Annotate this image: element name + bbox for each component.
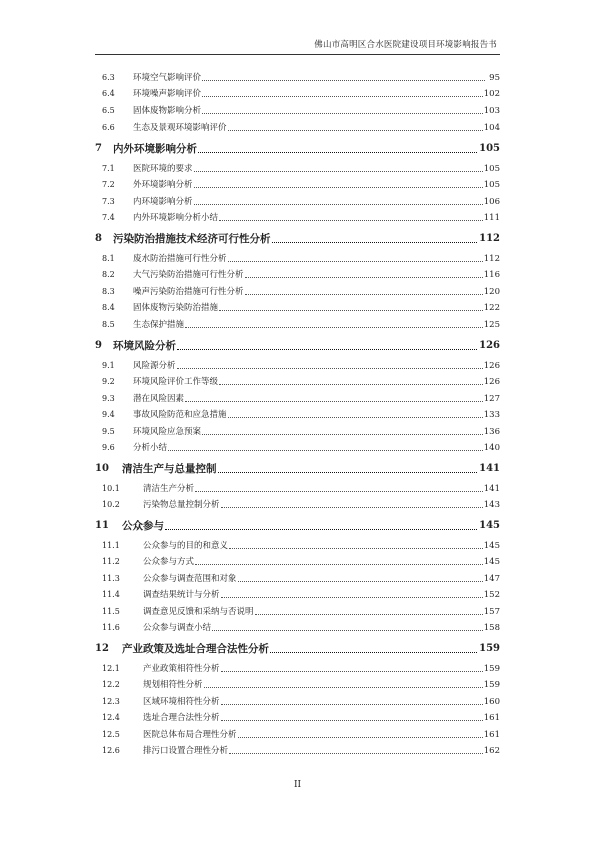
toc-entry-page: 136 [483, 424, 500, 440]
toc-entry-page: 120 [483, 284, 500, 300]
toc-entry-title: 产业政策及选址合理合法性分析 [122, 640, 270, 658]
toc-entry-number: 7.3 [102, 197, 115, 206]
toc-chapter-entry[interactable] [0, 337, 595, 353]
toc-entry-number: 12 [95, 643, 109, 654]
toc-leader-dots [194, 204, 485, 205]
toc-leader-dots [238, 581, 485, 582]
toc-entry-number: 12.5 [102, 730, 120, 739]
toc-entry-title: 内外环境影响分析小结 [133, 210, 219, 226]
toc-entry-title: 环境风险应急预案 [133, 424, 202, 440]
toc-entry-title: 大气污染防治措施可行性分析 [133, 267, 245, 283]
toc-entry-title: 规划相符性分析 [143, 677, 204, 693]
toc-section-entry[interactable] [0, 194, 595, 210]
toc-section-entry[interactable] [0, 571, 595, 587]
toc-entry-title: 区域环境相符性分析 [143, 694, 221, 710]
toc-entry-page: 140 [483, 440, 500, 456]
toc-entry-title: 事故风险防范和应急措施 [133, 407, 228, 423]
toc-entry-page: 145 [483, 554, 500, 570]
toc-entry-page: 105 [483, 161, 500, 177]
toc-entry-title: 调查意见反馈和采纳与否说明 [143, 604, 255, 620]
toc-entry-title: 选址合理合法性分析 [143, 710, 221, 726]
toc-entry-number: 11 [95, 520, 109, 531]
toc-leader-dots [221, 507, 485, 508]
toc-entry-number: 12.1 [102, 664, 120, 673]
toc-entry-page: 157 [483, 604, 500, 620]
toc-entry-page: 159 [483, 677, 500, 693]
toc-entry-page: 104 [483, 120, 500, 136]
toc-entry-number: 11.1 [102, 541, 120, 550]
toc-leader-dots [194, 171, 485, 172]
toc-section-entry[interactable] [0, 497, 595, 513]
toc-chapter-entry[interactable] [0, 640, 595, 656]
toc-leader-dots [229, 548, 485, 549]
toc-entry-number: 7.1 [102, 164, 115, 173]
toc-leader-dots [185, 401, 485, 402]
toc-entry-page: 152 [483, 587, 500, 603]
toc-leader-dots [204, 687, 485, 688]
toc-leader-dots [194, 187, 485, 188]
toc-entry-number: 11.2 [102, 557, 120, 566]
toc-leader-dots [219, 220, 485, 221]
toc-entry-title: 外环境影响分析 [133, 177, 194, 193]
toc-entry-number: 11.4 [102, 590, 120, 599]
toc-entry-page: 145 [478, 517, 500, 535]
toc-entry-page: 159 [478, 640, 500, 658]
toc-entry-page: 106 [483, 194, 500, 210]
toc-section-entry[interactable] [0, 587, 595, 603]
toc-entry-title: 产业政策相符性分析 [143, 661, 221, 677]
toc-entry-number: 10 [95, 463, 109, 474]
toc-entry-number: 9.2 [102, 377, 115, 386]
toc-entry-number: 6.4 [102, 89, 115, 98]
toc-entry-title: 潜在风险因素 [133, 391, 185, 407]
toc-entry-number: 10.2 [102, 500, 120, 509]
toc-entry-title: 固体废物污染防治措施 [133, 300, 219, 316]
toc-entry-page: 161 [483, 727, 500, 743]
toc-entry-title: 生态及景观环境影响评价 [133, 120, 228, 136]
toc-chapter-entry[interactable] [0, 230, 595, 246]
toc-section-entry[interactable] [0, 710, 595, 726]
toc-leader-dots [202, 80, 485, 81]
toc-entry-number: 11.6 [102, 623, 120, 632]
page-number: II [293, 780, 302, 790]
toc-leader-dots [219, 384, 485, 385]
toc-section-entry[interactable] [0, 103, 595, 119]
toc-leader-dots [270, 652, 485, 653]
toc-entry-title: 废水防治措施可行性分析 [133, 251, 228, 267]
toc-entry-number: 11.5 [102, 607, 120, 616]
toc-entry-number: 7.4 [102, 213, 115, 222]
toc-leader-dots [198, 152, 485, 153]
toc-entry-title: 污染物总量控制分析 [143, 497, 221, 513]
toc-leader-dots [221, 671, 485, 672]
toc-entry-page: 141 [478, 460, 500, 478]
toc-entry-page: 127 [483, 391, 500, 407]
toc-section-entry[interactable] [0, 694, 595, 710]
toc-entry-page: 159 [483, 661, 500, 677]
toc-leader-dots [228, 261, 485, 262]
toc-entry-title: 固体废物影响分析 [133, 103, 202, 119]
toc-section-entry[interactable] [0, 538, 595, 554]
toc-entry-title: 环境风险分析 [113, 337, 177, 355]
toc-entry-page: 112 [483, 251, 500, 267]
toc-leader-dots [168, 450, 485, 451]
toc-entry-page: 95 [488, 70, 500, 86]
toc-entry-number: 8.4 [102, 303, 115, 312]
toc-entry-title: 内外环境影响分析 [113, 140, 198, 158]
toc-entry-number: 9.5 [102, 427, 115, 436]
toc-section-entry[interactable] [0, 251, 595, 267]
toc-entry-page: 133 [483, 407, 500, 423]
toc-entry-title: 环境噪声影响评价 [133, 86, 202, 102]
toc-leader-dots [255, 614, 485, 615]
toc-entry-number: 7 [95, 143, 102, 154]
toc-section-entry[interactable] [0, 120, 595, 136]
toc-leader-dots [228, 130, 485, 131]
toc-section-entry[interactable] [0, 161, 595, 177]
toc-entry-title: 公众参与 [122, 517, 165, 535]
toc-entry-page: 112 [478, 230, 500, 248]
toc-section-entry[interactable] [0, 177, 595, 193]
toc-entry-title: 公众参与方式 [143, 554, 195, 570]
toc-entry-title: 医院环境的要求 [133, 161, 194, 177]
toc-entry-page: 126 [483, 358, 500, 374]
toc-entry-title: 排污口设置合理性分析 [143, 743, 229, 759]
toc-leader-dots [185, 327, 485, 328]
toc-leader-dots [212, 630, 485, 631]
toc-entry-page: 102 [483, 86, 500, 102]
toc-entry-title: 污染防治措施技术经济可行性分析 [113, 230, 272, 248]
toc-section-entry[interactable] [0, 300, 595, 316]
toc-chapter-entry[interactable] [0, 140, 595, 156]
toc-entry-number: 12.6 [102, 746, 120, 755]
toc-entry-page: 103 [483, 103, 500, 119]
toc-section-entry[interactable] [0, 727, 595, 743]
toc-section-entry[interactable] [0, 661, 595, 677]
toc-entry-number: 8.3 [102, 287, 115, 296]
toc-section-entry[interactable] [0, 86, 595, 102]
toc-section-entry[interactable] [0, 554, 595, 570]
toc-leader-dots [238, 737, 485, 738]
toc-leader-dots [245, 277, 485, 278]
toc-leader-dots [245, 294, 485, 295]
toc-leader-dots [202, 434, 485, 435]
toc-entry-title: 清洁生产分析 [143, 481, 195, 497]
toc-chapter-entry[interactable] [0, 460, 595, 476]
toc-leader-dots [272, 242, 485, 243]
toc-entry-title: 环境风险评价工作等级 [133, 374, 219, 390]
toc-entry-title: 噪声污染防治措施可行性分析 [133, 284, 245, 300]
toc-entry-page: 161 [483, 710, 500, 726]
toc-entry-title: 公众参与调查小结 [143, 620, 212, 636]
toc-leader-dots [202, 113, 485, 114]
toc-entry-number: 10.1 [102, 484, 120, 493]
toc-entry-page: 162 [483, 743, 500, 759]
toc-section-entry[interactable] [0, 677, 595, 693]
header-rule [95, 54, 500, 55]
toc-entry-page: 126 [483, 374, 500, 390]
toc-entry-page: 105 [483, 177, 500, 193]
toc-section-entry[interactable] [0, 407, 595, 423]
toc-entry-page: 160 [483, 694, 500, 710]
toc-section-entry[interactable] [0, 481, 595, 497]
toc-entry-number: 9.6 [102, 443, 115, 452]
toc-entry-number: 6.6 [102, 123, 115, 132]
toc-entry-number: 8.2 [102, 270, 115, 279]
toc-entry-title: 公众参与调查范围和对象 [143, 571, 238, 587]
toc-entry-page: 116 [483, 267, 500, 283]
toc-leader-dots [202, 96, 485, 97]
toc-entry-number: 12.2 [102, 680, 120, 689]
toc-entry-number: 11.3 [102, 574, 120, 583]
toc-section-entry[interactable] [0, 358, 595, 374]
toc-entry-title: 公众参与的目的和意义 [143, 538, 229, 554]
toc-entry-number: 6.5 [102, 106, 115, 115]
toc-entry-title: 医院总体布局合理性分析 [143, 727, 238, 743]
toc-entry-number: 9.4 [102, 410, 115, 419]
toc-section-entry[interactable] [0, 374, 595, 390]
toc-entry-number: 8.5 [102, 320, 115, 329]
toc-leader-dots [165, 529, 485, 530]
toc-entry-number: 8 [95, 233, 102, 244]
toc-entry-number: 9.1 [102, 361, 115, 370]
toc-entry-page: 143 [483, 497, 500, 513]
toc-leader-dots [228, 417, 485, 418]
toc-section-entry[interactable] [0, 391, 595, 407]
toc-section-entry[interactable] [0, 440, 595, 456]
toc-entry-title: 风险源分析 [133, 358, 177, 374]
toc-leader-dots [221, 597, 485, 598]
toc-entry-number: 12.4 [102, 713, 120, 722]
toc-entry-page: 145 [483, 538, 500, 554]
toc-leader-dots [195, 564, 485, 565]
toc-entry-number: 7.2 [102, 180, 115, 189]
toc-entry-title: 内环境影响分析 [133, 194, 194, 210]
toc-entry-page: 126 [478, 337, 500, 355]
toc-entry-number: 9 [95, 340, 102, 351]
toc-entry-page: 141 [483, 481, 500, 497]
toc-leader-dots [177, 368, 485, 369]
toc-leader-dots [218, 472, 485, 473]
toc-section-entry[interactable] [0, 210, 595, 226]
toc-entry-title: 分析小结 [133, 440, 168, 456]
toc-section-entry[interactable] [0, 284, 595, 300]
toc-leader-dots [221, 720, 485, 721]
toc-section-entry[interactable] [0, 620, 595, 636]
toc-section-entry[interactable] [0, 604, 595, 620]
toc-entry-page: 125 [483, 317, 500, 333]
toc-section-entry[interactable] [0, 70, 595, 86]
toc-section-entry[interactable] [0, 267, 595, 283]
toc-entry-number: 6.3 [102, 73, 115, 82]
toc-chapter-entry[interactable] [0, 517, 595, 533]
toc-entry-page: 147 [483, 571, 500, 587]
toc-entry-page: 111 [483, 210, 500, 226]
toc-section-entry[interactable] [0, 424, 595, 440]
toc-entry-title: 调查结果统计与分析 [143, 587, 221, 603]
toc-leader-dots [177, 349, 485, 350]
toc-entry-number: 8.1 [102, 254, 115, 263]
toc-entry-title: 生态保护措施 [133, 317, 185, 333]
toc-entry-page: 158 [483, 620, 500, 636]
running-header: 佛山市高明区合水医院建设项目环境影响报告书 [314, 40, 497, 50]
toc-leader-dots [229, 753, 485, 754]
toc-leader-dots [221, 704, 485, 705]
toc-entry-number: 9.3 [102, 394, 115, 403]
toc-entry-page: 122 [483, 300, 500, 316]
toc-leader-dots [219, 310, 485, 311]
toc-entry-page: 105 [478, 140, 500, 158]
toc-entry-title: 清洁生产与总量控制 [122, 460, 218, 478]
toc-entry-title: 环境空气影响评价 [133, 70, 202, 86]
toc-section-entry[interactable] [0, 743, 595, 759]
toc-entry-number: 12.3 [102, 697, 120, 706]
toc-leader-dots [195, 491, 485, 492]
toc-section-entry[interactable] [0, 317, 595, 333]
